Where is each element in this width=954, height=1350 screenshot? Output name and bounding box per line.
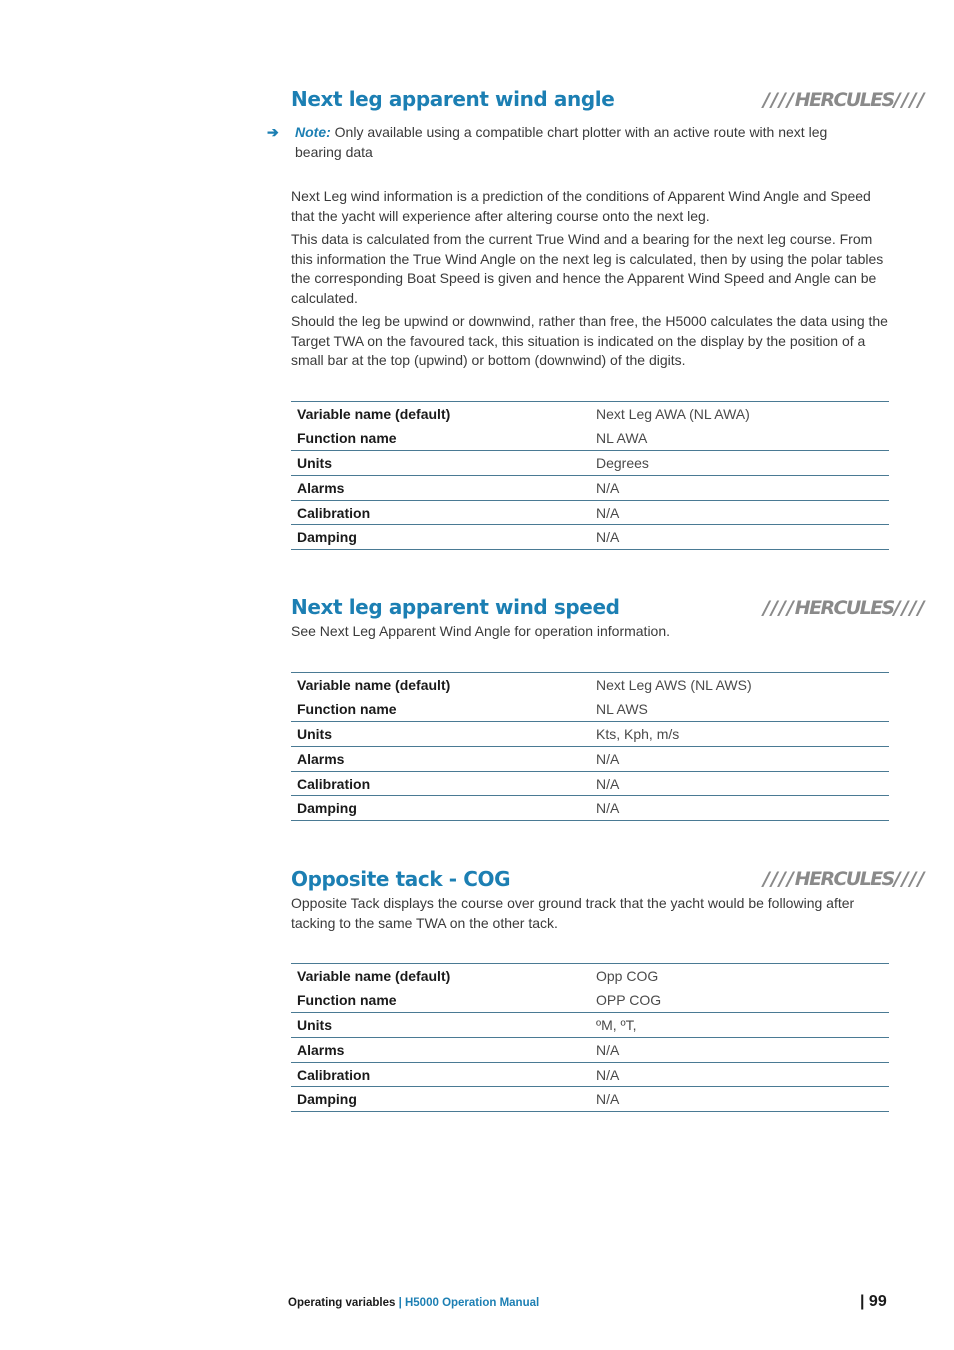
table-key: Variable name (default) <box>291 402 590 427</box>
note-text <box>295 123 865 162</box>
note-body: Only available using a compatible chart plotter with an active route with next leg bearing data <box>295 124 828 160</box>
table-row <box>291 796 889 821</box>
table-value: Kts, Kph, m/s <box>590 722 889 747</box>
table-row <box>291 771 889 796</box>
table-value: N/A <box>590 476 889 501</box>
table-row <box>291 1087 889 1112</box>
table-value: N/A <box>590 747 889 772</box>
footer-section: Operating variables <box>288 1297 396 1309</box>
table-row <box>291 722 889 747</box>
table-value: N/A <box>590 796 889 821</box>
table-value: N/A <box>590 500 889 525</box>
hercules-logo: ////HERCULES//// <box>763 597 926 619</box>
table-key: Units <box>291 451 590 476</box>
table-row <box>291 451 889 476</box>
spec-table <box>291 672 889 821</box>
table-key: Calibration <box>291 1062 590 1087</box>
table-key: Units <box>291 722 590 747</box>
table-value: N/A <box>590 1062 889 1087</box>
table-value: N/A <box>590 771 889 796</box>
section-heading: Next leg apparent wind angle <box>291 87 615 111</box>
footer-separator: | <box>395 1297 405 1309</box>
page-number: | 99 <box>860 1293 887 1310</box>
table-row <box>291 988 889 1013</box>
footer-manual-title: H5000 Operation Manual <box>404 1297 540 1309</box>
table-key: Damping <box>291 1087 590 1112</box>
table-key: Damping <box>291 525 590 550</box>
table-value: NL AWS <box>596 701 648 718</box>
table-row <box>291 476 889 501</box>
paragraph: This data is calculated from the current True Wind and a bearing for the next leg course. From this information the True Wind Angle on the next leg is calculated, then by using the polar tables the corresponding Boat Speed is given and hence the Apparent Wind Speed and Angle can be calculated. <box>291 231 884 306</box>
table-row <box>291 1038 889 1063</box>
table-value: Next Leg AWA (NL AWA) <box>590 402 889 427</box>
table-row <box>291 964 889 989</box>
section-heading: Opposite tack - COG <box>291 867 511 891</box>
table-row <box>291 426 889 451</box>
table-row <box>291 402 889 427</box>
table-value: N/A <box>590 525 889 550</box>
table-row <box>291 1062 889 1087</box>
table-key: Units <box>291 1013 590 1038</box>
table-value: Degrees <box>590 451 889 476</box>
table-key: Variable name (default) <box>291 964 590 989</box>
spec-table <box>291 963 889 1112</box>
table-key: Function name <box>297 992 397 1009</box>
table-row <box>291 1013 889 1038</box>
table-key: Calibration <box>291 500 590 525</box>
table-key: Damping <box>291 796 590 821</box>
table-row <box>291 673 889 698</box>
note-label: Note: <box>295 124 331 140</box>
table-key: Variable name (default) <box>291 673 590 698</box>
table-value: Opp COG <box>590 964 889 989</box>
table-key: Alarms <box>291 747 590 772</box>
paragraph: Next Leg wind information is a prediction of the conditions of Apparent Wind Angle and Speed that the yacht will experience after altering course onto the next leg. <box>291 188 871 224</box>
hercules-logo: ////HERCULES//// <box>763 868 926 890</box>
table-key: Alarms <box>291 476 590 501</box>
table-row <box>291 525 889 550</box>
arrow-right-icon: ➔ <box>267 124 279 140</box>
table-key: Function name <box>297 701 397 718</box>
section-heading: Next leg apparent wind speed <box>291 595 620 619</box>
page-footer <box>288 1297 539 1309</box>
paragraph: See Next Leg Apparent Wind Angle for operation information. <box>291 623 671 639</box>
paragraph: Opposite Tack displays the course over ground track that the yacht would be following after tacking to the same TWA on the other tack. <box>291 895 855 931</box>
table-value: NL AWA <box>596 430 648 447</box>
table-key: Alarms <box>291 1038 590 1063</box>
table-row <box>291 747 889 772</box>
table-key: Function name <box>297 430 397 447</box>
table-value: ºM, ºT, <box>590 1013 889 1038</box>
table-row <box>291 500 889 525</box>
paragraph: Should the leg be upwind or downwind, rather than free, the H5000 calculates the data using the Target TWA on the favoured tack, this situation is indicated on the display by the position of a small bar at the top (upwind) or bottom (downwind) of the digits. <box>291 313 888 368</box>
hercules-logo: ////HERCULES//// <box>763 89 926 111</box>
table-value: N/A <box>590 1038 889 1063</box>
table-value: Next Leg AWS (NL AWS) <box>590 673 889 698</box>
spec-table <box>291 401 889 550</box>
table-value: N/A <box>590 1087 889 1112</box>
table-row <box>291 697 889 722</box>
table-key: Calibration <box>291 771 590 796</box>
table-value: OPP COG <box>596 992 662 1009</box>
